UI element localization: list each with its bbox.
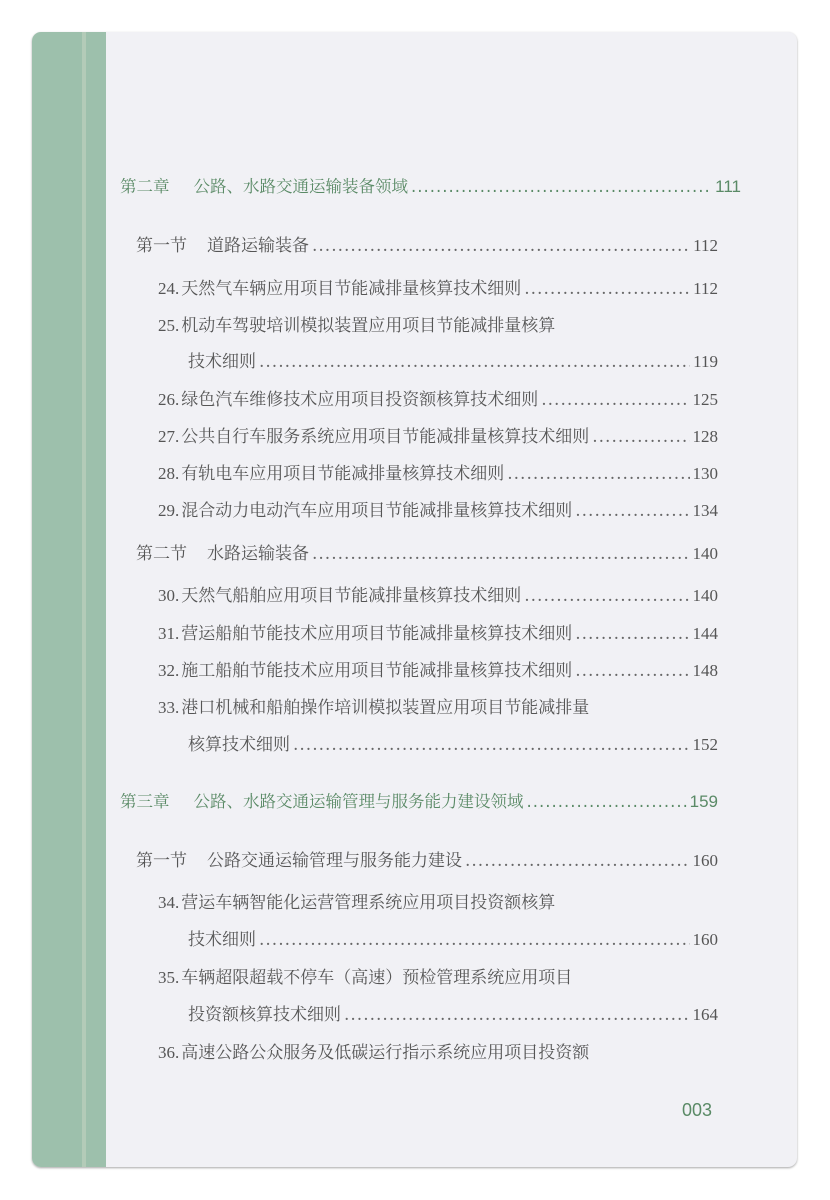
toc-item-28[interactable] (158, 459, 718, 484)
item-title: 绿色汽车维修技术应用项目投资额核算技术细则 (181, 390, 539, 410)
page-number: 111 (715, 177, 741, 196)
toc-item-33-continued[interactable] (188, 730, 718, 755)
toc-item-35-continued[interactable] (188, 1000, 718, 1025)
table-of-contents (32, 32, 797, 1167)
toc-item-34-continued[interactable] (188, 925, 718, 950)
toc-item-33[interactable] (158, 693, 589, 718)
item-title: 施工船舶节能技术应用项目节能减排量核算技术细则 (181, 661, 573, 681)
section-title: 道路运输装备 (207, 236, 309, 256)
chapter-title: 公路、水路交通运输装备领域 (193, 177, 408, 196)
toc-chapter-3[interactable] (120, 788, 718, 812)
dot-leader (411, 177, 712, 196)
dot-leader (312, 544, 690, 564)
page-number: 152 (692, 735, 718, 754)
item-number: 34. (158, 893, 180, 912)
page-number: 119 (693, 352, 718, 371)
toc-item-26[interactable] (158, 385, 718, 410)
dot-leader (524, 279, 690, 299)
item-number: 31. (158, 624, 180, 643)
item-title: 公共自行车服务系统应用项目节能减排量核算技术细则 (181, 427, 590, 447)
toc-section-waterway-transport[interactable] (136, 539, 718, 564)
page-number: 130 (692, 464, 718, 483)
item-number: 30. (158, 586, 180, 605)
item-title: 天然气车辆应用项目节能减排量核算技术细则 (181, 279, 522, 299)
item-number: 35. (158, 968, 180, 987)
item-title: 高速公路公众服务及低碳运行指示系统应用项目投资额 (181, 1043, 590, 1063)
dot-leader (527, 792, 687, 811)
dot-leader (293, 735, 690, 755)
item-title: 混合动力电动汽车应用项目节能减排量核算技术细则 (181, 501, 573, 521)
item-title: 营运船舶节能技术应用项目节能减排量核算技术细则 (181, 624, 573, 644)
item-number: 24. (158, 279, 180, 298)
toc-item-34[interactable] (158, 888, 555, 913)
item-title: 有轨电车应用项目节能减排量核算技术细则 (181, 464, 505, 484)
chapter-number: 第二章 (120, 177, 170, 196)
dot-leader (259, 930, 690, 950)
page-number: 159 (689, 792, 718, 811)
dot-leader (507, 464, 689, 484)
item-title: 车辆超限超载不停车（高速）预检管理系统应用项目 (181, 968, 573, 988)
chapter-number: 第三章 (120, 792, 170, 811)
toc-item-25-continued[interactable] (188, 347, 718, 372)
section-number: 第一节 (136, 236, 187, 256)
toc-item-35[interactable] (158, 963, 572, 988)
toc-section-road-transport[interactable] (136, 231, 718, 256)
item-title-continued: 技术细则 (188, 930, 256, 950)
toc-item-31[interactable] (158, 619, 718, 644)
item-title-continued: 技术细则 (188, 352, 256, 372)
toc-item-29[interactable] (158, 496, 718, 521)
dot-leader (575, 501, 689, 521)
book-page (32, 32, 797, 1167)
toc-item-36[interactable] (158, 1038, 589, 1063)
item-number: 28. (158, 464, 180, 483)
item-title-continued: 核算技术细则 (188, 735, 290, 755)
toc-item-32[interactable] (158, 656, 718, 681)
page-number: 140 (692, 544, 718, 563)
page-number: 148 (692, 661, 718, 680)
page-number: 125 (692, 390, 718, 409)
item-number: 29. (158, 501, 180, 520)
section-title: 公路交通运输管理与服务能力建设 (207, 851, 462, 871)
item-number: 25. (158, 316, 180, 335)
dot-leader (312, 236, 690, 256)
item-title: 港口机械和船舶操作培训模拟装置应用项目节能减排量 (181, 698, 590, 718)
item-number: 26. (158, 390, 180, 409)
page-number: 160 (692, 930, 718, 949)
dot-leader (541, 390, 689, 410)
toc-item-25[interactable] (158, 311, 555, 336)
page-number: 128 (692, 427, 718, 446)
page-number: 144 (692, 624, 718, 643)
dot-leader (465, 851, 690, 871)
toc-item-27[interactable] (158, 422, 718, 447)
item-title: 天然气船舶应用项目节能减排量核算技术细则 (181, 586, 522, 606)
page-number: 112 (693, 236, 718, 255)
item-number: 36. (158, 1043, 180, 1062)
section-number: 第一节 (136, 851, 187, 871)
page-folio-number: 003 (682, 1100, 713, 1120)
page-number: 140 (692, 586, 718, 605)
item-number: 32. (158, 661, 180, 680)
section-title: 水路运输装备 (207, 544, 309, 564)
page-number: 112 (693, 279, 718, 298)
dot-leader (575, 624, 689, 644)
item-title: 营运车辆智能化运营管理系统应用项目投资额核算 (181, 893, 556, 913)
page-number: 134 (692, 501, 718, 520)
toc-item-30[interactable] (158, 581, 718, 606)
page-number: 164 (692, 1005, 718, 1024)
item-title-continued: 投资额核算技术细则 (188, 1005, 341, 1025)
chapter-title: 公路、水路交通运输管理与服务能力建设领域 (193, 792, 524, 811)
dot-leader (592, 427, 689, 447)
item-title: 机动车驾驶培训模拟装置应用项目节能减排量核算 (181, 316, 556, 336)
dot-leader (259, 352, 690, 372)
page-number: 160 (692, 851, 718, 870)
dot-leader (524, 586, 689, 606)
toc-item-24[interactable] (158, 274, 718, 299)
section-number: 第二节 (136, 544, 187, 564)
item-number: 27. (158, 427, 180, 446)
item-number: 33. (158, 698, 180, 717)
toc-section-road-management[interactable] (136, 846, 718, 871)
dot-leader (344, 1005, 690, 1025)
toc-chapter-2[interactable] (120, 173, 741, 197)
dot-leader (575, 661, 689, 681)
